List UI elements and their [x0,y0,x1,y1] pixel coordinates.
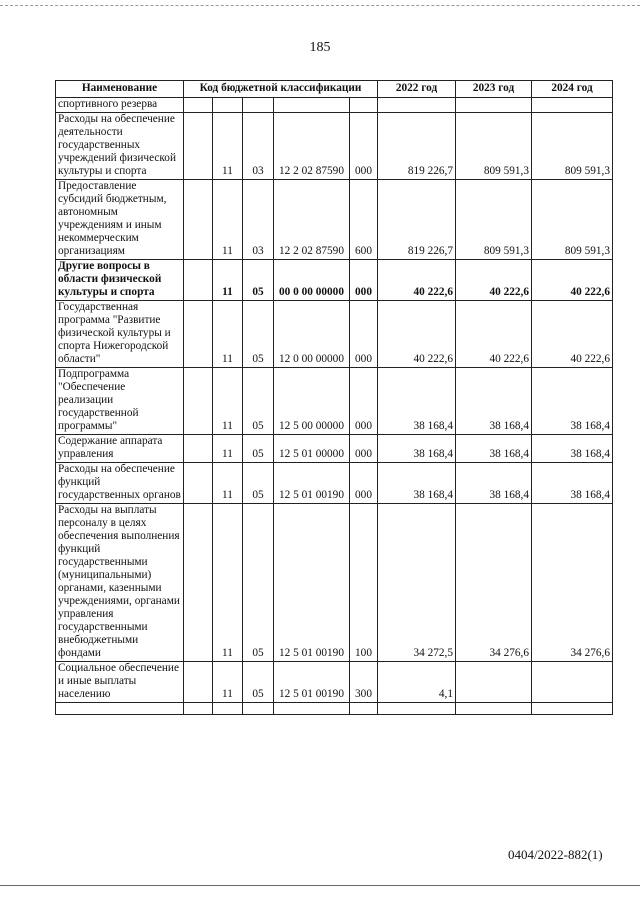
row-subsection: 03 [243,113,274,180]
row-name: Предоставление субсидий бюджетным, автономным учреждениям и иным некоммерческим организациям [56,180,184,260]
row-value-2023 [456,662,532,703]
table-row [56,662,613,703]
row-expense-type: 600 [350,180,378,260]
row-value-2024 [532,662,613,703]
empty-row [56,703,613,715]
row-name: Содержание аппарата управления [56,435,184,463]
row-expense-type: 000 [350,301,378,368]
row-subsection: 05 [243,463,274,504]
row-section: 11 [213,301,243,368]
row-expense-type: 300 [350,662,378,703]
row-value-2022: 40 222,6 [378,301,456,368]
row-expense-type: 000 [350,260,378,301]
header-code: Код бюджетной классификации [184,81,378,98]
row-spacer [184,504,213,662]
row-value-2024: 38 168,4 [532,435,613,463]
row-value-2022: 34 272,5 [378,504,456,662]
row-section: 11 [213,463,243,504]
row-subsection: 05 [243,504,274,662]
row-value-2022: 4,1 [378,662,456,703]
row-value-2022: 38 168,4 [378,435,456,463]
row-section: 11 [213,260,243,301]
row-value-2023: 40 222,6 [456,260,532,301]
row-target-article: 12 0 00 00000 [274,301,350,368]
row-section: 11 [213,435,243,463]
row-value-2024: 38 168,4 [532,368,613,435]
row-name: Другие вопросы в области физической культуры и спорта [56,260,184,301]
row-subsection: 05 [243,435,274,463]
row-expense-type: 100 [350,504,378,662]
row-name: Подпрограмма "Обеспечение реализации государственной программы" [56,368,184,435]
row-spacer [184,435,213,463]
row-section: 11 [213,368,243,435]
row-name: Государственная программа "Развитие физической культуры и спорта Нижегородской области" [56,301,184,368]
row-subsection: 05 [243,662,274,703]
row-subsection: 05 [243,260,274,301]
row-target-article: 12 5 01 00190 [274,463,350,504]
row-spacer [184,662,213,703]
table-row [56,504,613,662]
row-target-article: 12 5 00 00000 [274,368,350,435]
row-value-2024: 809 591,3 [532,113,613,180]
row-value-2023: 38 168,4 [456,463,532,504]
row-value-2023: 40 222,6 [456,301,532,368]
table-row [56,301,613,368]
row-spacer [184,180,213,260]
row-value-2023: 34 276,6 [456,504,532,662]
row-section: 11 [213,180,243,260]
row-value-2022: 38 168,4 [378,368,456,435]
row-subsection: 03 [243,180,274,260]
row-value-2022: 819 226,7 [378,180,456,260]
row-name: Расходы на выплаты персоналу в целях обеспечения выполнения функций государственными (муниципальными) органами, казенными учреждениями, органами управления государственными внебюджетными фондами [56,504,184,662]
header-2023: 2023 год [456,81,532,98]
row-target-article: 12 2 02 87590 [274,180,350,260]
row-target-article: 00 0 00 00000 [274,260,350,301]
row-value-2024: 38 168,4 [532,463,613,504]
row-target-article: 12 5 01 00190 [274,662,350,703]
row-value-2023: 809 591,3 [456,180,532,260]
row-expense-type: 000 [350,368,378,435]
row-section: 11 [213,662,243,703]
row-subsection: 05 [243,368,274,435]
table-row [56,113,613,180]
table-row [56,180,613,260]
row-subsection: 05 [243,301,274,368]
row-spacer [184,368,213,435]
row-expense-type: 000 [350,435,378,463]
row-name: Расходы на обеспечение функций государственных органов [56,463,184,504]
row-value-2022: 819 226,7 [378,113,456,180]
row-value-2024: 40 222,6 [532,260,613,301]
row-value-2024: 809 591,3 [532,180,613,260]
header-2022: 2022 год [378,81,456,98]
row-name: Расходы на обеспечение деятельности государственных учреждений физической культуры и спорта [56,113,184,180]
row-value-2022: 38 168,4 [378,463,456,504]
row-value-2023: 38 168,4 [456,435,532,463]
row-target-article: 12 2 02 87590 [274,113,350,180]
row-value-2024: 40 222,6 [532,301,613,368]
row-name: Социальное обеспечение и иные выплаты населению [56,662,184,703]
table-row [56,368,613,435]
row-section: 11 [213,113,243,180]
header-2024: 2024 год [532,81,613,98]
row-spacer [184,301,213,368]
row-target-article: 12 5 01 00000 [274,435,350,463]
scan-top-line [0,5,640,6]
table-row [56,435,613,463]
row-value-2022: 40 222,6 [378,260,456,301]
row-value-2023: 809 591,3 [456,113,532,180]
row-spacer [184,260,213,301]
row-expense-type: 000 [350,113,378,180]
table-header-row [56,81,613,98]
row-spacer [184,113,213,180]
document-code: 0404/2022-882(1) [508,847,603,862]
table-row [56,463,613,504]
row-section: 11 [213,504,243,662]
row-expense-type: 000 [350,463,378,504]
row-spacer [184,463,213,504]
continuation-name: спортивного резерва [56,98,184,113]
scan-bottom-line [0,885,640,886]
row-target-article: 12 5 01 00190 [274,504,350,662]
row-value-2023: 38 168,4 [456,368,532,435]
budget-table [55,80,613,715]
continuation-row [56,98,613,113]
table-row [56,260,613,301]
page-number: 185 [309,40,331,55]
header-name: Наименование [56,81,184,98]
row-value-2024: 34 276,6 [532,504,613,662]
